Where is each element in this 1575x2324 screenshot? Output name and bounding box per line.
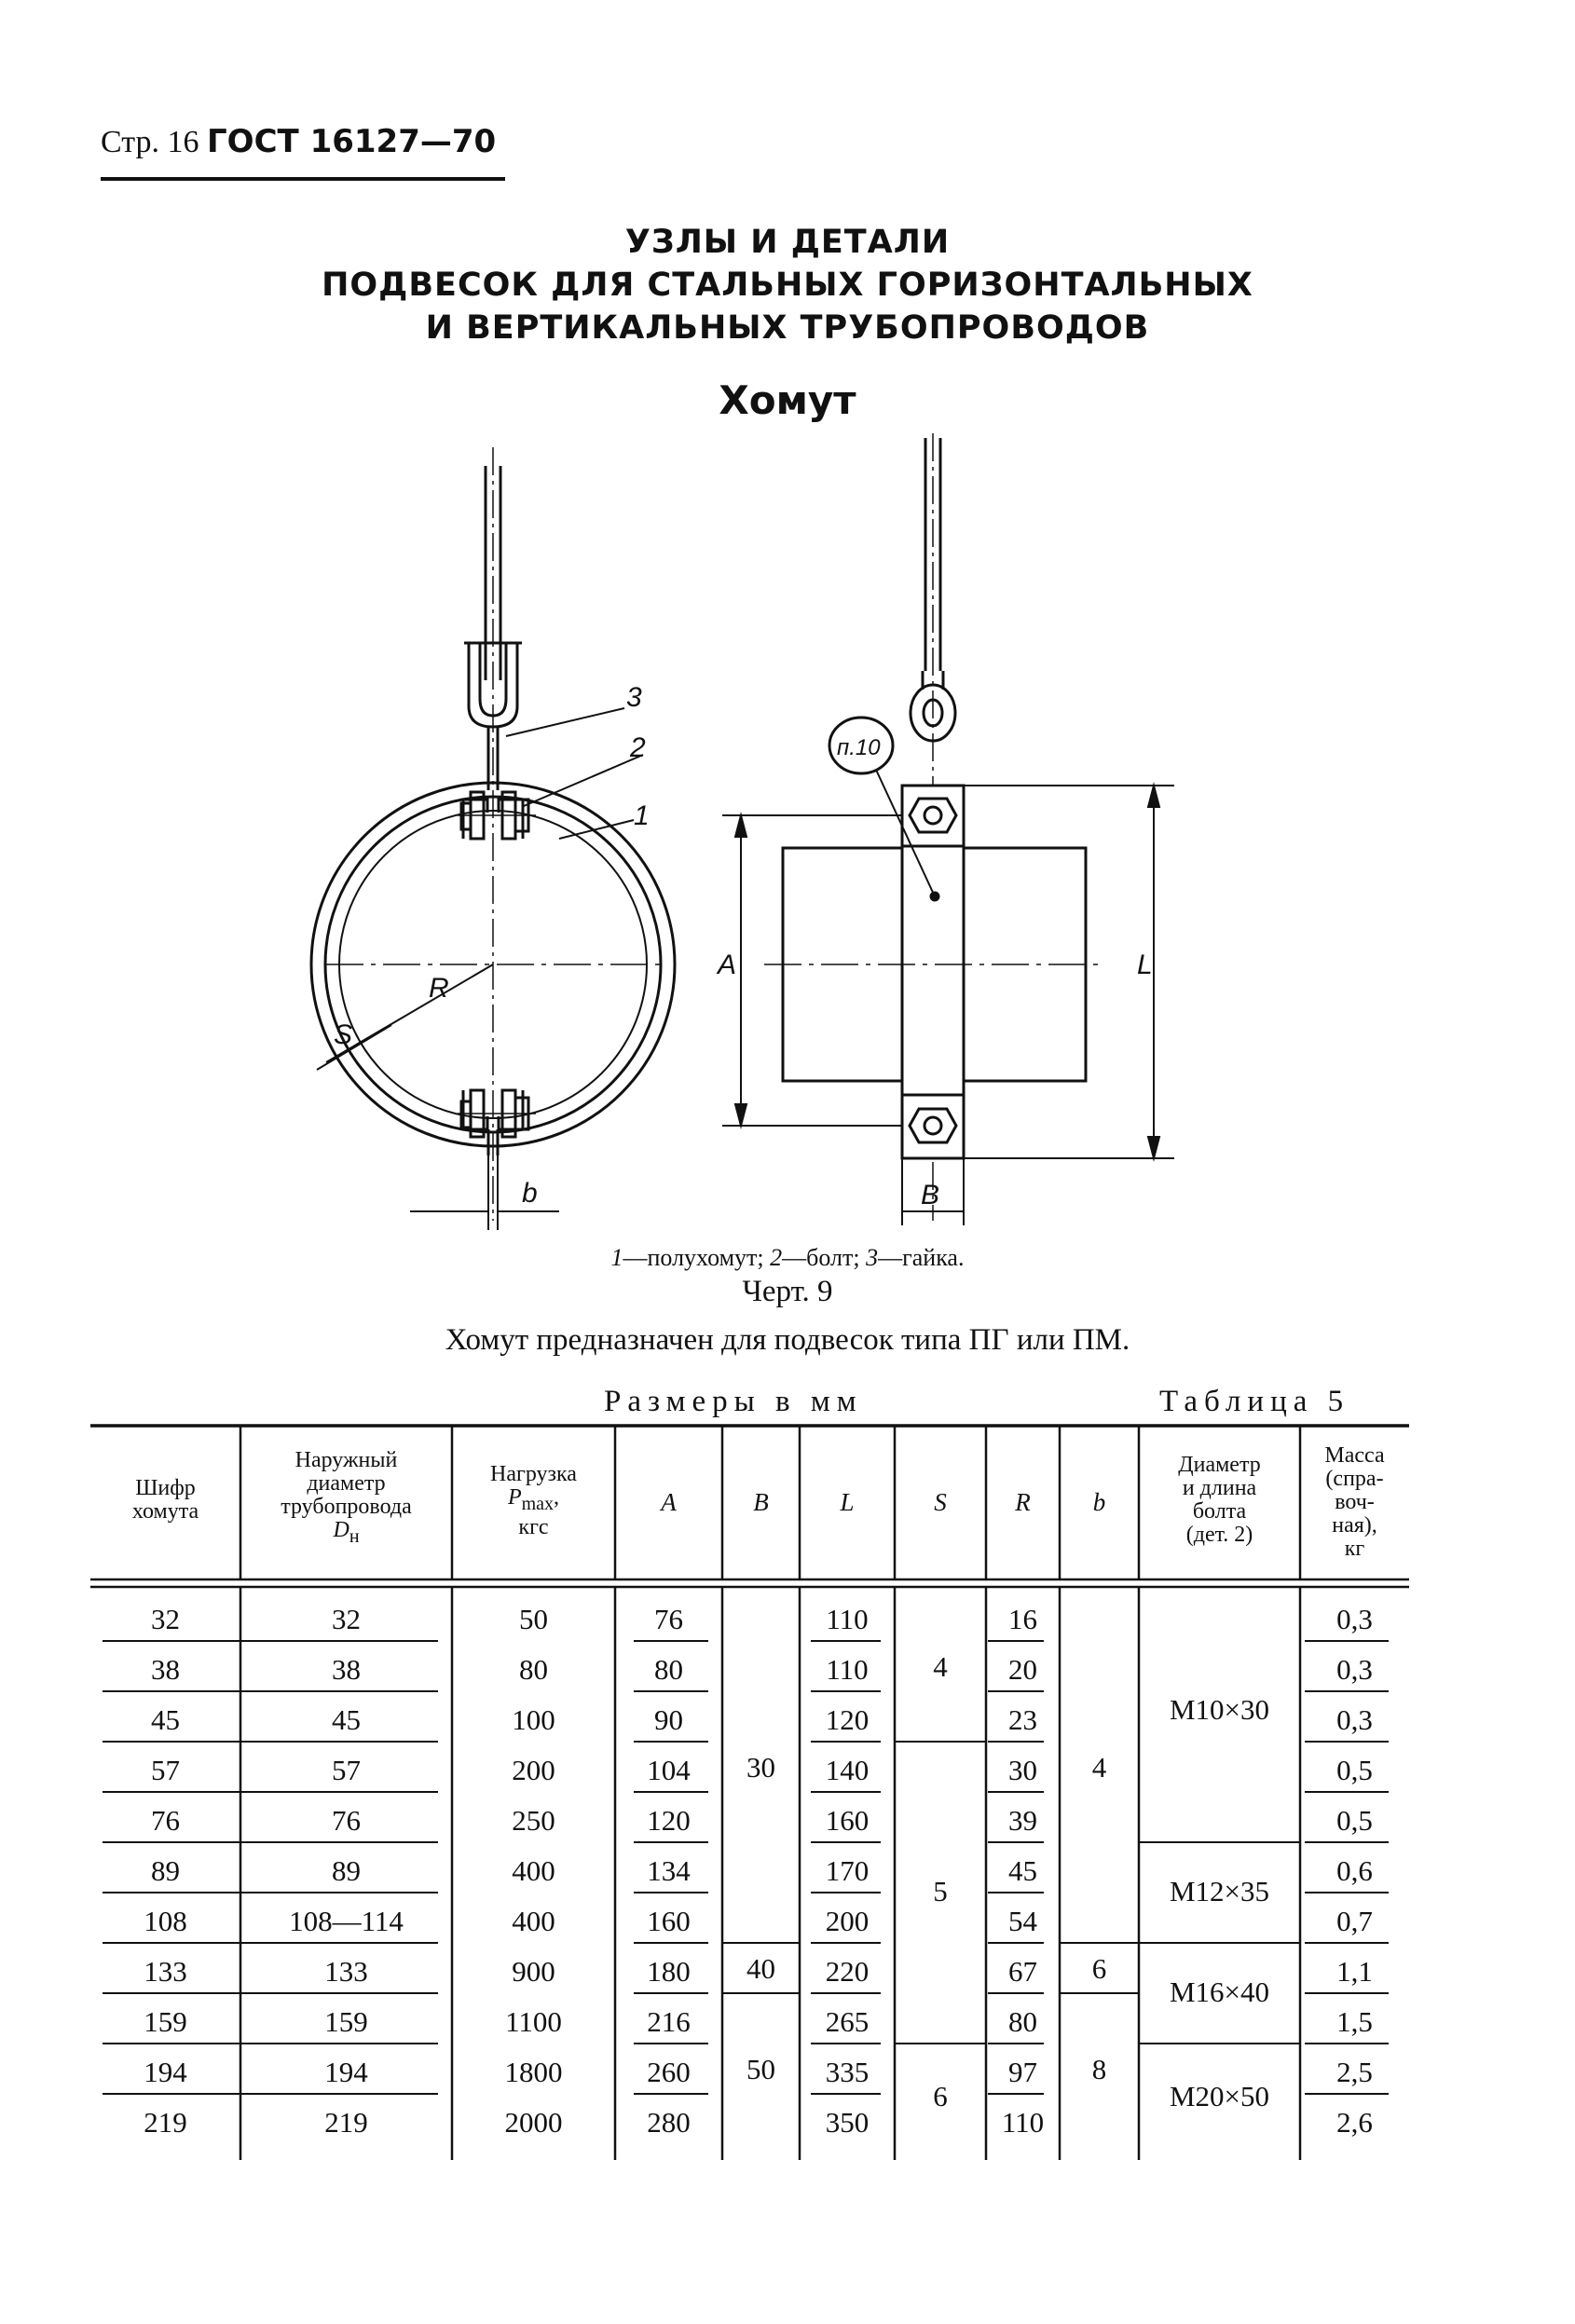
cell-A: 104 xyxy=(647,1754,691,1786)
label-r: R xyxy=(429,973,449,1004)
cell-b-4: 4 xyxy=(1091,1751,1107,1784)
cell-R: 80 xyxy=(1008,2005,1037,2038)
cell-code: 89 xyxy=(151,1854,180,1887)
legend-t3: —гайка. xyxy=(878,1244,965,1271)
cell-diameter: 57 xyxy=(332,1754,361,1786)
cell-R: 30 xyxy=(1008,1754,1037,1786)
cell-mass: 0,5 xyxy=(1336,1804,1373,1837)
col-header-mass-l3: воч- xyxy=(1335,1490,1375,1514)
cell-code: 57 xyxy=(151,1754,180,1786)
cell-R: 97 xyxy=(1008,2056,1037,2088)
cell-load: 80 xyxy=(519,1653,548,1686)
cell-load: 400 xyxy=(512,1905,555,1937)
col-header-r: R xyxy=(1015,1488,1031,1516)
cell-bolt-m12: M12×35 xyxy=(1169,1875,1270,1907)
cell-load: 2000 xyxy=(504,2106,563,2139)
cell-mass: 0,3 xyxy=(1336,1603,1373,1635)
cell-load: 400 xyxy=(512,1854,555,1887)
col-header-load xyxy=(452,1463,615,1539)
legend-t2: —болт; xyxy=(782,1244,867,1271)
col-header-diameter-l2: диаметр xyxy=(307,1471,386,1496)
cell-A: 90 xyxy=(654,1703,683,1736)
cell-A: 260 xyxy=(647,2056,691,2088)
units-note: Размеры в мм xyxy=(604,1385,863,1418)
cell-s-5: 5 xyxy=(933,1875,948,1907)
cell-R: 16 xyxy=(1008,1603,1037,1635)
cell-code: 159 xyxy=(144,2005,187,2038)
cell-R: 45 xyxy=(1008,1854,1037,1887)
col-header-diameter-l1: Наружный xyxy=(294,1448,398,1472)
cell-L: 335 xyxy=(825,2056,870,2088)
cell-b-8: 8 xyxy=(1091,2053,1107,2085)
cell-load: 250 xyxy=(512,1804,555,1837)
cell-mass: 0,5 xyxy=(1336,1754,1373,1786)
title-line-2: ПОДВЕСОК ДЛЯ СТАЛЬНЫХ ГОРИЗОНТАЛЬНЫХ xyxy=(322,267,1253,304)
cell-s-6: 6 xyxy=(933,2080,948,2112)
cell-L: 265 xyxy=(825,2005,870,2038)
col-header-diameter xyxy=(240,1449,452,1549)
col-header-mass-l4: ная), xyxy=(1332,1513,1377,1538)
col-header-code-l2: хомута xyxy=(131,1499,199,1524)
label-a: A xyxy=(718,950,737,980)
label-s: S xyxy=(334,1019,353,1050)
cell-mass: 2,5 xyxy=(1336,2056,1373,2088)
cell-L: 220 xyxy=(825,1955,870,1988)
col-header-bolt-l1: Диаметр xyxy=(1178,1453,1261,1477)
cell-diameter: 159 xyxy=(324,2005,368,2038)
col-header-load-sub: max xyxy=(521,1493,555,1514)
col-header-l: L xyxy=(840,1488,855,1516)
cell-R: 39 xyxy=(1008,1804,1037,1837)
col-header-s: S xyxy=(934,1488,947,1516)
cell-A: 280 xyxy=(647,2106,691,2139)
label-b-upper: B xyxy=(921,1180,940,1210)
callout-2: 2 xyxy=(630,732,646,763)
cell-load: 1100 xyxy=(505,2005,562,2038)
subtitle: Хомут xyxy=(719,377,856,423)
cell-b-upper-50: 50 xyxy=(746,2053,775,2085)
legend-n3: 3 xyxy=(866,1244,879,1271)
cell-diameter: 45 xyxy=(332,1703,361,1736)
purpose-text: Хомут предназначен для подвесок типа ПГ или ПМ. xyxy=(445,1323,1130,1357)
cell-L: 110 xyxy=(826,1603,869,1635)
label-b: b xyxy=(522,1178,538,1209)
cell-b-upper-30: 30 xyxy=(746,1751,775,1784)
col-header-mass-l2: (спра- xyxy=(1325,1467,1384,1491)
col-header-mass-l5: кг xyxy=(1344,1537,1365,1561)
label-l: L xyxy=(1137,950,1153,980)
cell-code: 32 xyxy=(151,1603,180,1635)
col-header-b-upper: B xyxy=(753,1488,769,1516)
cell-mass: 1,1 xyxy=(1336,1955,1373,1988)
cell-code: 133 xyxy=(144,1955,187,1988)
cell-mass: 0,3 xyxy=(1336,1703,1373,1736)
cell-mass: 0,6 xyxy=(1336,1854,1373,1887)
col-header-bolt-l4: (дет. 2) xyxy=(1185,1523,1253,1547)
cell-A: 80 xyxy=(654,1653,683,1686)
cell-diameter: 89 xyxy=(332,1854,361,1887)
cell-code: 194 xyxy=(144,2056,187,2088)
cell-mass: 1,5 xyxy=(1336,2005,1373,2038)
cell-A: 160 xyxy=(647,1905,691,1937)
table-number: Таблица 5 xyxy=(1159,1385,1350,1418)
cell-load: 50 xyxy=(519,1603,548,1635)
callout-3: 3 xyxy=(626,682,642,713)
col-header-bolt xyxy=(1139,1454,1300,1547)
cell-L: 120 xyxy=(825,1703,870,1736)
cell-L: 200 xyxy=(825,1905,870,1937)
cell-A: 76 xyxy=(654,1603,683,1635)
cell-diameter: 108—114 xyxy=(289,1905,404,1937)
standard-number: ГОСТ 16127—70 xyxy=(207,123,497,160)
page-number: Стр. 16 xyxy=(101,125,199,159)
col-header-load-comma: , xyxy=(554,1485,560,1510)
cell-code: 76 xyxy=(151,1804,180,1837)
cell-code: 38 xyxy=(151,1653,180,1686)
cell-diameter: 76 xyxy=(332,1804,361,1837)
col-header-load-unit: кгс xyxy=(518,1514,549,1539)
cell-load: 200 xyxy=(512,1754,555,1786)
cell-diameter: 38 xyxy=(332,1653,361,1686)
cell-R: 54 xyxy=(1008,1905,1037,1937)
cell-mass: 0,7 xyxy=(1336,1905,1373,1937)
cell-L: 140 xyxy=(825,1754,870,1786)
cell-L: 170 xyxy=(825,1854,870,1887)
title-line-3: И ВЕРТИКАЛЬНЫХ ТРУБОПРОВОДОВ xyxy=(425,309,1150,347)
cell-b-upper-40: 40 xyxy=(746,1952,775,1985)
cell-R: 20 xyxy=(1008,1653,1037,1686)
col-header-diameter-d: D xyxy=(333,1518,349,1542)
cell-L: 350 xyxy=(825,2106,870,2139)
legend-n2: 2 xyxy=(770,1244,783,1271)
cell-A: 216 xyxy=(647,2005,691,2038)
col-header-a: A xyxy=(661,1488,677,1516)
cell-load: 100 xyxy=(512,1703,555,1736)
col-header-diameter-l3: трубопровода xyxy=(281,1495,412,1519)
col-header-b: b xyxy=(1092,1488,1106,1516)
cell-mass: 2,6 xyxy=(1336,2106,1373,2139)
cell-bolt-m20: M20×50 xyxy=(1169,2080,1270,2112)
col-header-bolt-l2: и длина xyxy=(1182,1476,1257,1500)
legend-t1: —полухомут; xyxy=(623,1244,771,1271)
cell-A: 120 xyxy=(647,1804,691,1837)
col-header-code xyxy=(90,1477,240,1524)
title-line-1: УЗЛЫ И ДЕТАЛИ xyxy=(624,224,951,261)
cell-code: 108 xyxy=(144,1905,187,1937)
cell-A: 180 xyxy=(647,1955,691,1988)
cell-L: 160 xyxy=(825,1804,870,1837)
cell-L: 110 xyxy=(826,1653,869,1686)
cell-diameter: 133 xyxy=(324,1955,368,1988)
col-header-code-l1: Шифр xyxy=(135,1476,196,1500)
cell-b-6: 6 xyxy=(1091,1952,1107,1985)
legend-n1: 1 xyxy=(610,1244,623,1271)
cell-load: 1800 xyxy=(504,2056,563,2088)
cell-code: 45 xyxy=(151,1703,180,1736)
cell-mass: 0,3 xyxy=(1336,1653,1373,1686)
cell-R: 67 xyxy=(1008,1955,1037,1988)
ref-label: п.10 xyxy=(837,735,881,760)
cell-R: 110 xyxy=(1001,2106,1045,2139)
figure-caption: Черт. 9 xyxy=(742,1275,833,1308)
col-header-load-l1: Нагрузка xyxy=(490,1462,577,1486)
cell-s-4: 4 xyxy=(933,1650,948,1683)
cell-A: 134 xyxy=(647,1854,691,1887)
cell-bolt-m10: M10×30 xyxy=(1169,1693,1270,1726)
cell-load: 900 xyxy=(512,1955,555,1988)
col-header-bolt-l3: болта xyxy=(1192,1499,1247,1524)
cell-code: 219 xyxy=(144,2106,187,2139)
cell-diameter: 32 xyxy=(332,1603,361,1635)
cell-bolt-m16: M16×40 xyxy=(1169,1975,1270,2008)
cell-diameter: 219 xyxy=(324,2106,368,2139)
col-header-diameter-sub: н xyxy=(349,1525,360,1547)
col-header-mass-l1: Масса xyxy=(1324,1443,1385,1468)
cell-diameter: 194 xyxy=(324,2056,368,2088)
callout-1: 1 xyxy=(634,800,650,831)
col-header-mass xyxy=(1300,1444,1409,1561)
cell-R: 23 xyxy=(1008,1703,1037,1736)
col-header-load-p: P xyxy=(507,1485,522,1510)
